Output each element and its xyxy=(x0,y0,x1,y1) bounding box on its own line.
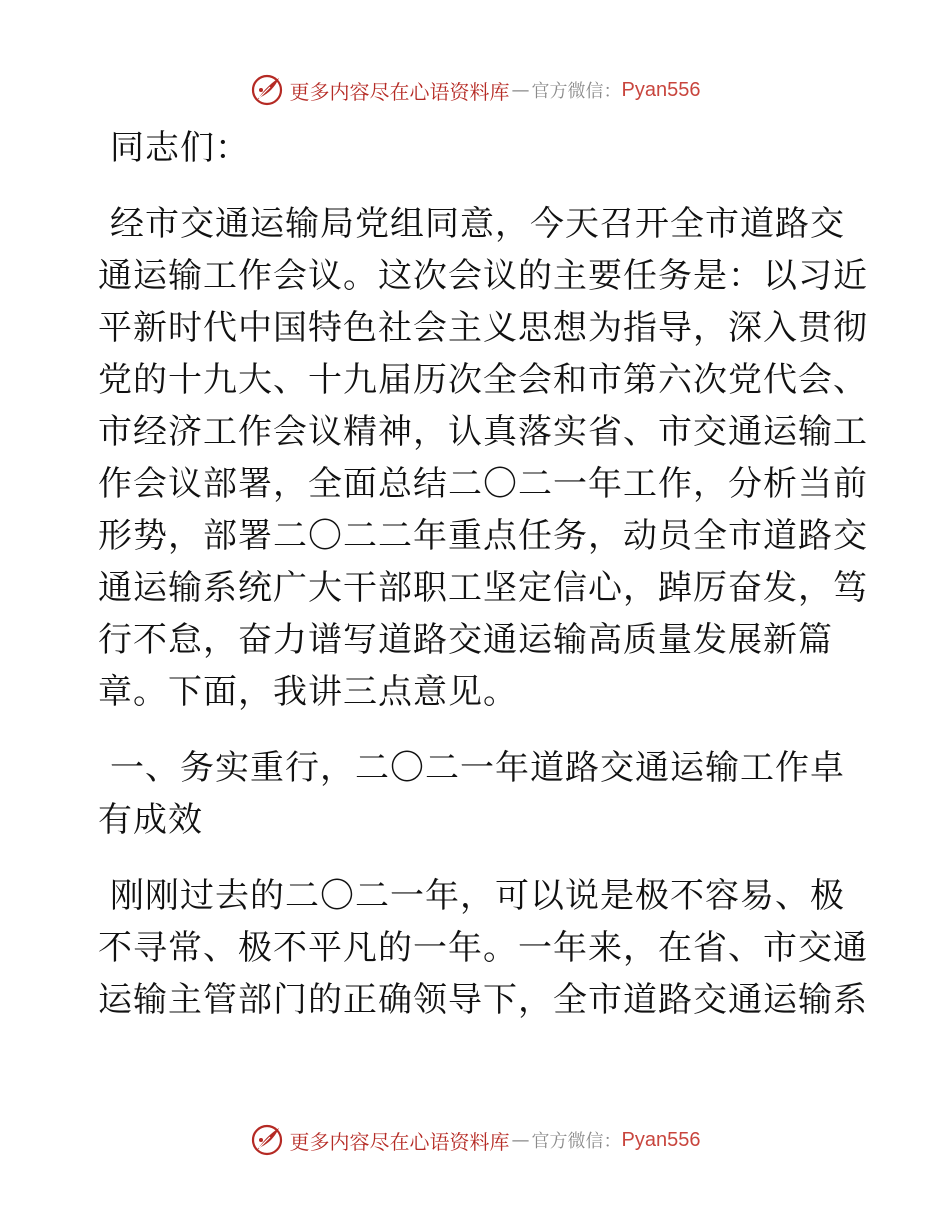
quill-pen-logo-icon xyxy=(250,1123,284,1157)
paragraph-line: 章。下面，我讲三点意见。 xyxy=(98,672,518,712)
footer-official-label: 官方微信： xyxy=(531,1131,622,1152)
header-banner xyxy=(0,70,950,110)
paragraph-line: 不寻常、极不平凡的一年。一年来，在省、市交通 xyxy=(98,928,868,968)
intro-paragraph xyxy=(98,198,868,718)
footer-wechat-id: Pyan556 xyxy=(621,1128,701,1151)
header-separator: — xyxy=(511,79,530,101)
paragraph-line: 经市交通运输局党组同意，今天召开全市道路交 xyxy=(110,204,845,244)
header-official-label: 官方微信： xyxy=(531,81,622,102)
paragraph-line: 平新时代中国特色社会主义思想为指导，深入贯彻 xyxy=(98,308,868,348)
paragraph-line: 刚刚过去的二〇二一年，可以说是极不容易、极 xyxy=(110,876,845,916)
paragraph-line: 行不怠，奋力谱写道路交通运输高质量发展新篇 xyxy=(98,620,833,660)
section-paragraph xyxy=(98,870,868,1026)
paragraph-line: 通运输系统广大干部职工坚定信心，踔厉奋发，笃 xyxy=(98,568,868,608)
paragraph-line: 党的十九大、十九届历次全会和市第六次党代会、 xyxy=(98,360,868,400)
paragraph-line: 作会议部署，全面总结二〇二一年工作，分析当前 xyxy=(98,464,868,504)
header-wechat-id: Pyan556 xyxy=(621,78,701,101)
greeting: 同志们： xyxy=(110,128,250,168)
paragraph-line: 形势，部署二〇二二年重点任务，动员全市道路交 xyxy=(98,516,868,556)
quill-pen-logo-icon xyxy=(250,73,284,107)
paragraph-line: 运输主管部门的正确领导下，全市道路交通运输系 xyxy=(98,980,868,1020)
document-body xyxy=(98,122,868,1026)
footer-banner xyxy=(0,1120,950,1160)
header-brand-text: 更多内容尽在心语资料库 xyxy=(289,79,510,104)
footer-brand-text: 更多内容尽在心语资料库 xyxy=(289,1129,510,1154)
paragraph-line: 通运输工作会议。这次会议的主要任务是：以习近 xyxy=(98,256,868,296)
section-heading xyxy=(98,742,850,846)
paragraph-line: 市经济工作会议精神，认真落实省、市交通运输工 xyxy=(98,412,868,452)
heading-line: 有成效 xyxy=(98,800,203,840)
footer-separator: — xyxy=(511,1129,530,1151)
heading-line: 一、务实重行，二〇二一年道路交通运输工作卓 xyxy=(110,748,845,788)
